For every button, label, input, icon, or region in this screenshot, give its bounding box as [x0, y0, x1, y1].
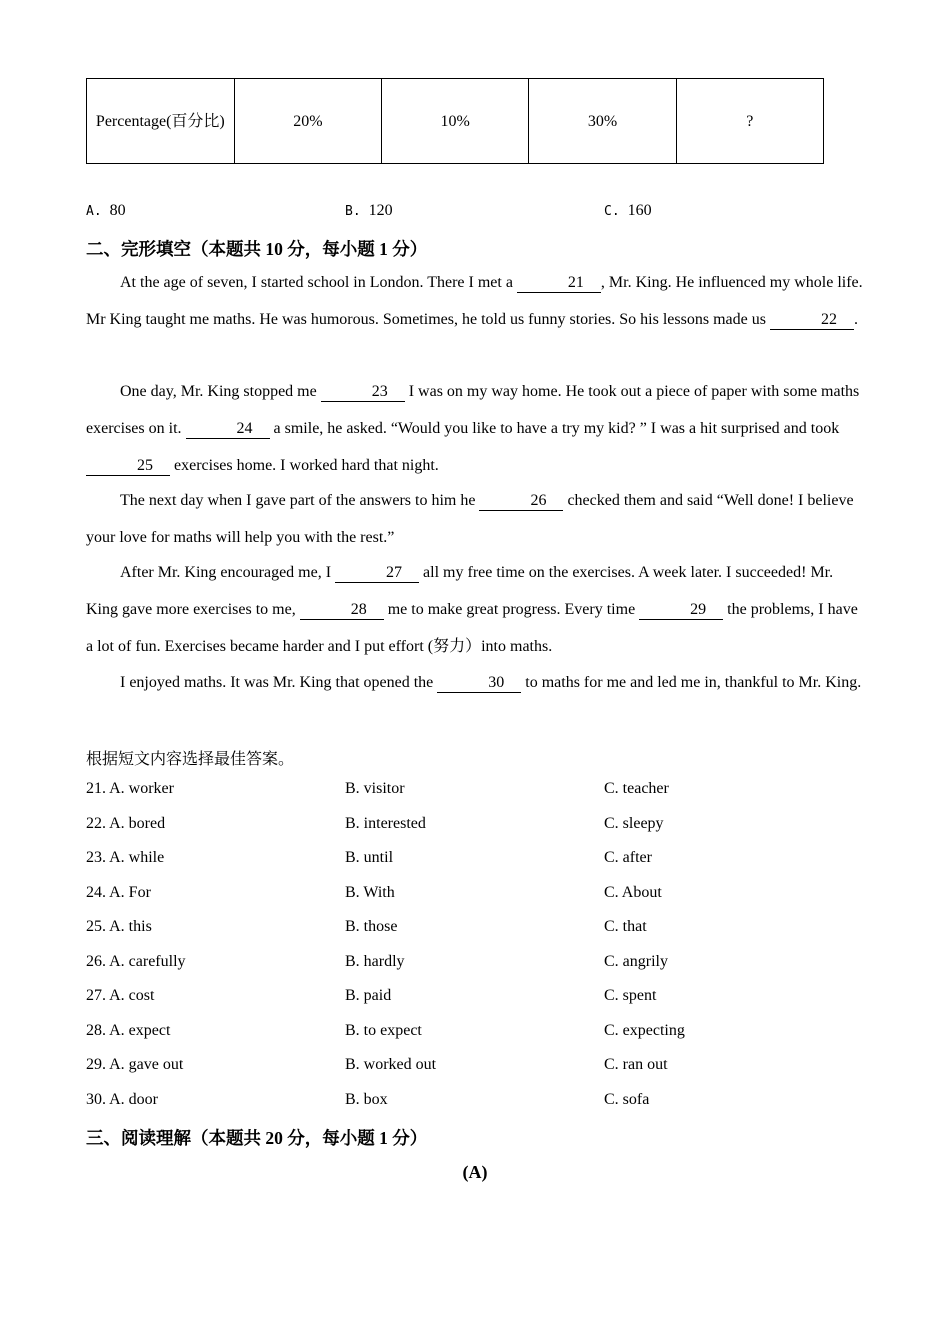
- passage-paragraph-5: [86, 664, 866, 701]
- choice-b: B. With: [345, 884, 395, 901]
- option-text: 120: [368, 202, 393, 219]
- text: checked them and said “Well done! I believe your love for maths will help you with the rest.”: [86, 492, 854, 546]
- question-row: [86, 953, 886, 983]
- question-row: [86, 815, 886, 845]
- choice-c: C. angrily: [604, 953, 668, 970]
- blank-22: 22: [770, 311, 854, 330]
- blank-30: 30: [437, 674, 521, 693]
- blank-26: 26: [479, 492, 563, 511]
- text: the problems, I have a lot of fun. Exercises became harder and I put effort (努力）into maths.: [86, 601, 858, 655]
- question-row: [86, 780, 886, 810]
- question-row: [86, 849, 886, 879]
- choice-a: 26. A. carefully: [86, 953, 186, 970]
- section-3-subtitle: (A): [462, 1162, 488, 1182]
- choice-a: 30. A. door: [86, 1091, 158, 1108]
- choice-a: 22. A. bored: [86, 815, 166, 832]
- text: to maths for me and led me in, thankful to Mr. King.: [521, 674, 862, 691]
- choice-c: C. sofa: [604, 1091, 650, 1108]
- choice-c: C. after: [604, 849, 652, 866]
- choice-a: 25. A. this: [86, 918, 152, 935]
- option-b: [345, 202, 393, 220]
- text: After Mr. King encouraged me, I: [120, 564, 336, 581]
- choice-b: B. visitor: [345, 780, 405, 797]
- choice-c: C. expecting: [604, 1022, 685, 1039]
- choice-a: 24. A. For: [86, 884, 151, 901]
- question-row: [86, 918, 886, 948]
- question-row: [86, 1091, 886, 1121]
- passage-paragraph-1: [86, 264, 866, 338]
- choice-b: B. hardly: [345, 953, 405, 970]
- blank-29: 29: [639, 601, 723, 620]
- choice-c: C. sleepy: [604, 815, 664, 832]
- choice-a: 27. A. cost: [86, 987, 155, 1004]
- choice-c: C. spent: [604, 987, 657, 1004]
- text: The next day when I gave part of the answers to him he: [120, 492, 480, 509]
- table-cell: ?: [676, 79, 823, 164]
- passage-paragraph-4: [86, 554, 866, 665]
- choice-a: 21. A. worker: [86, 780, 174, 797]
- question-row: [86, 987, 886, 1017]
- choice-b: B. paid: [345, 987, 392, 1004]
- choice-b: B. worked out: [345, 1056, 437, 1073]
- text: exercises home. I worked hard that night.: [170, 457, 439, 474]
- table-cell: 20%: [234, 79, 381, 164]
- choice-b: B. to expect: [345, 1022, 422, 1039]
- choice-c: C. About: [604, 884, 662, 901]
- choice-b: B. interested: [345, 815, 426, 832]
- passage-paragraph-3: [86, 482, 866, 556]
- table-header-cell: Percentage(百分比): [87, 79, 235, 164]
- choice-a: 28. A. expect: [86, 1022, 171, 1039]
- choice-b: B. until: [345, 849, 394, 866]
- text: .: [853, 311, 858, 328]
- blank-25: 25: [86, 457, 170, 476]
- option-text: 160: [627, 202, 652, 219]
- option-label: A.: [86, 204, 102, 219]
- choice-a: 29. A. gave out: [86, 1056, 184, 1073]
- table-cell: 30%: [529, 79, 676, 164]
- choice-c: C. that: [604, 918, 647, 935]
- choice-c: C. teacher: [604, 780, 669, 797]
- previous-question-options: [86, 202, 886, 232]
- option-c: [604, 202, 652, 220]
- option-text: 80: [109, 202, 126, 219]
- question-row: [86, 1056, 886, 1086]
- text: At the age of seven, I started school in London. There I met a: [120, 274, 517, 291]
- text: , Mr. King. He influenced my whole life. Mr King taught me maths. He was humorous. Sometimes, he told us funny stories. So his lessons made us: [86, 274, 863, 328]
- blank-23: 23: [321, 383, 405, 402]
- text: I was on my way home. He took out a piece of paper with some maths exercises on it.: [86, 383, 860, 437]
- passage-paragraph-2: [86, 373, 866, 484]
- table-cell: 10%: [382, 79, 529, 164]
- text: me to make great progress. Every time: [383, 601, 640, 618]
- text: I enjoyed maths. It was Mr. King that opened the: [120, 674, 438, 691]
- choice-b: B. those: [345, 918, 398, 935]
- option-a: [86, 202, 126, 220]
- instruction: 根据短文内容选择最佳答案。: [86, 751, 295, 768]
- blank-21: 21: [517, 274, 601, 293]
- question-row: [86, 1022, 886, 1052]
- option-label: C.: [604, 204, 620, 219]
- question-row: [86, 884, 886, 914]
- text: a smile, he asked. “Would you like to have a try my kid? ” I was a hit surprised and took: [269, 420, 840, 437]
- choice-a: 23. A. while: [86, 849, 165, 866]
- text: One day, Mr. King stopped me: [120, 383, 321, 400]
- percentage-table: [86, 78, 824, 164]
- blank-28: 28: [300, 601, 384, 620]
- text: all my free time on the exercises. A week later. I succeeded! Mr. King gave more exercises to me,: [86, 564, 834, 618]
- section-2-title: 二、完形填空（本题共 10 分，每小题 1 分）: [86, 239, 428, 259]
- option-label: B.: [345, 204, 361, 219]
- choice-c: C. ran out: [604, 1056, 668, 1073]
- blank-27: 27: [335, 564, 419, 583]
- blank-24: 24: [186, 420, 270, 439]
- choice-b: B. box: [345, 1091, 388, 1108]
- section-3-title: 三、阅读理解（本题共 20 分，每小题 1 分）: [86, 1128, 428, 1148]
